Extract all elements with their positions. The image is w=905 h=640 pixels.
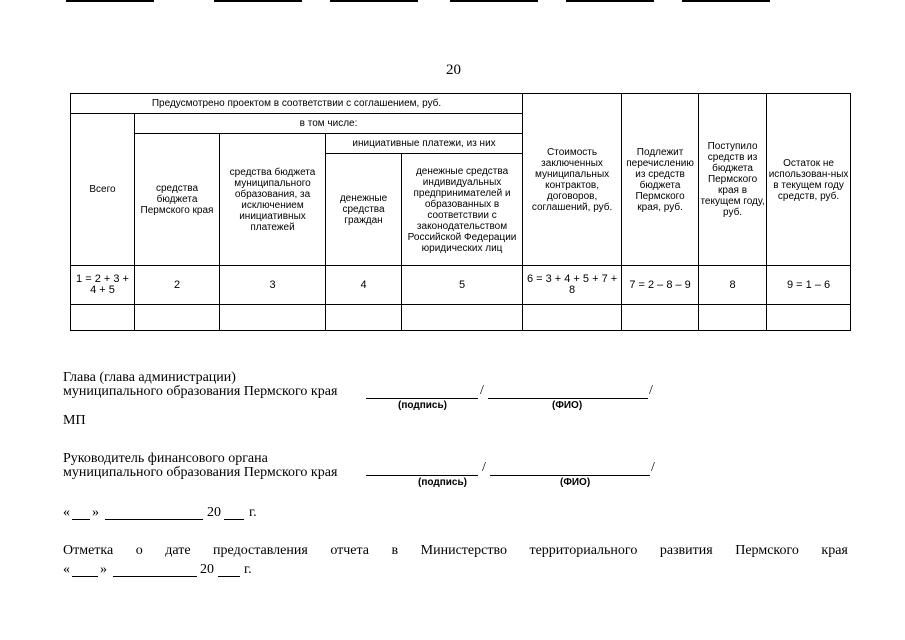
signature-caption: (подпись) (398, 400, 447, 411)
mark-word: Отметка (63, 543, 114, 558)
header-col-2: средства бюджета Пермского края (135, 134, 220, 266)
year-suffix: г. (249, 505, 257, 520)
table-cell[interactable] (71, 305, 135, 331)
top-edge-line (682, 0, 770, 2)
mark-word: предоставления (213, 543, 308, 558)
mark-word: в (391, 543, 399, 558)
table-cell: 5 (402, 266, 523, 305)
table-cell[interactable] (622, 305, 699, 331)
page-number: 20 (446, 62, 461, 78)
mark-word: территориального (529, 543, 638, 558)
separator-slash: / (480, 383, 484, 398)
separator-slash: / (649, 383, 653, 398)
table-cell: 6 = 3 + 4 + 5 + 7 + 8 (523, 266, 622, 305)
day-field[interactable] (72, 519, 90, 520)
mark-day-field[interactable] (72, 576, 98, 577)
top-edge-line (66, 0, 154, 2)
separator-slash: / (651, 460, 655, 475)
signature-line[interactable] (366, 398, 478, 399)
table-cell[interactable] (135, 305, 220, 331)
finance-title-line1: Руководитель финансового органа (63, 451, 268, 466)
table-cell: 2 (135, 266, 220, 305)
mark-word: Министерство (420, 543, 507, 558)
name-caption: (ФИО) (552, 400, 583, 411)
table-cell: 1 = 2 + 3 + 4 + 5 (71, 266, 135, 305)
table-cell: 8 (699, 266, 767, 305)
header-total: Всего (71, 114, 135, 266)
name-line[interactable] (490, 475, 650, 476)
header-col-9: Остаток не использован-ных в текущем году средств, руб. (767, 94, 851, 266)
mark-date-close-quote: » (100, 562, 107, 577)
finance-title-line2: муниципального образования Пермского края (63, 465, 338, 480)
mark-year-suffix: г. (244, 562, 252, 577)
month-field[interactable] (105, 519, 203, 520)
table-cell: 3 (220, 266, 326, 305)
year-prefix: 20 (207, 505, 221, 520)
header-including: в том числе: (135, 114, 523, 134)
head-title-line2: муниципального образования Пермского края (63, 384, 338, 399)
mark-word: отчета (330, 543, 370, 558)
date-close-quote: » (92, 505, 99, 520)
header-col-3: средства бюджета муниципального образования, за исключением инициативных платежей (220, 134, 326, 266)
header-col-8: Поступило средств из бюджета Пермского края в текущем году, руб. (699, 94, 767, 266)
top-edge-line (214, 0, 302, 2)
mark-word: о (135, 543, 143, 558)
name-line[interactable] (488, 398, 648, 399)
mark-date-open-quote: « (63, 562, 70, 577)
header-initiative: инициативные платежи, из них (326, 134, 523, 154)
separator-slash: / (482, 460, 486, 475)
year-field[interactable] (224, 519, 244, 520)
mark-year-field[interactable] (218, 576, 240, 577)
top-edge-line (566, 0, 654, 2)
table-cell[interactable] (220, 305, 326, 331)
top-edge-line (450, 0, 538, 2)
signature-line[interactable] (366, 475, 478, 476)
submission-mark-line (63, 543, 848, 559)
report-table (70, 93, 851, 331)
mark-word: развития (659, 543, 713, 558)
date-open-quote: « (63, 505, 70, 520)
header-col-6: Стоимость заключенных муниципальных контрактов, договоров, соглашений, руб. (523, 94, 622, 266)
header-col-4: денежные средства граждан (326, 154, 402, 266)
header-provided: Предусмотрено проектом в соответствии с соглашением, руб. (71, 94, 523, 114)
head-title-line1: Глава (глава администрации) (63, 370, 236, 385)
top-edge-line (330, 0, 418, 2)
header-col-5: денежные средства индивидуальных предпринимателей и образованных в соответствии с законодательством Российской Федерации юридических лиц (402, 154, 523, 266)
stamp-label: МП (63, 413, 86, 428)
signature-caption: (подпись) (418, 477, 467, 488)
mark-month-field[interactable] (113, 576, 197, 577)
mark-word: Пермского (735, 543, 799, 558)
name-caption: (ФИО) (560, 477, 591, 488)
table-cell: 4 (326, 266, 402, 305)
table-cell[interactable] (767, 305, 851, 331)
header-col-7: Подлежит перечислению из средств бюджета Пермского края, руб. (622, 94, 699, 266)
table-cell: 7 = 2 – 8 – 9 (622, 266, 699, 305)
table-cell[interactable] (523, 305, 622, 331)
mark-word: края (821, 543, 848, 558)
table-cell[interactable] (402, 305, 523, 331)
table-cell: 9 = 1 – 6 (767, 266, 851, 305)
mark-word: дате (165, 543, 191, 558)
table-row (71, 266, 851, 305)
mark-year-prefix: 20 (200, 562, 214, 577)
table-row (71, 305, 851, 331)
table-cell[interactable] (326, 305, 402, 331)
table-cell[interactable] (699, 305, 767, 331)
